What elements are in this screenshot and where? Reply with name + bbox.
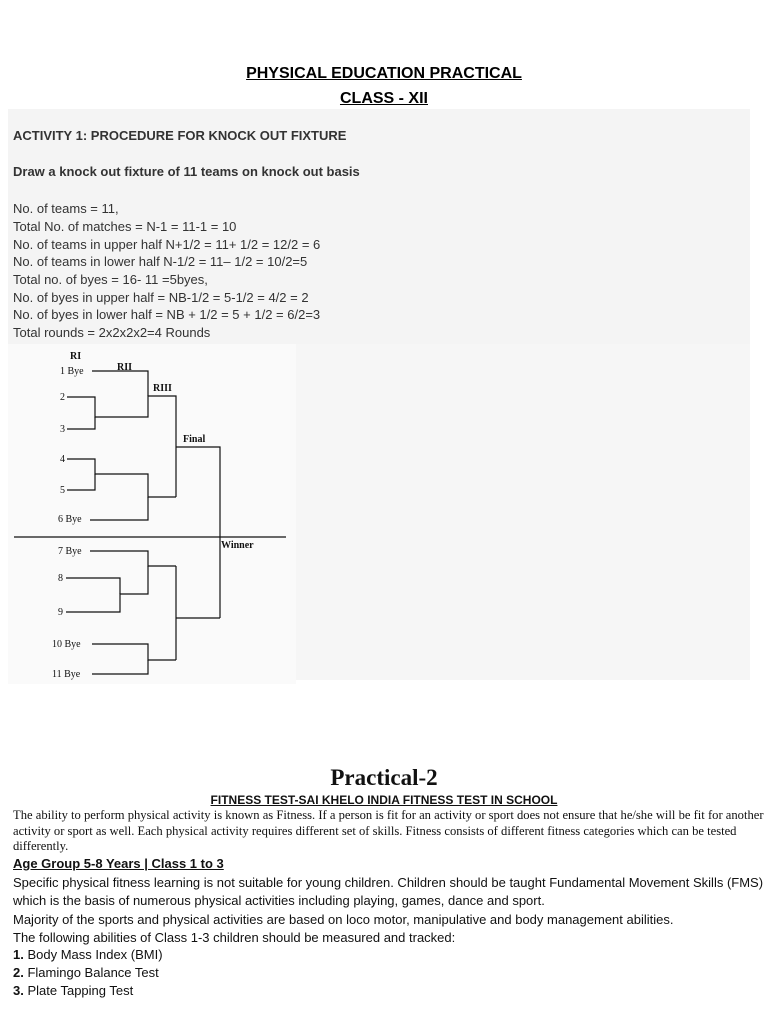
calc-line: No. of byes in lower half = NB + 1/2 = 5 + 1/2 = 6/2=3 — [13, 307, 321, 322]
calc-line: No. of teams = 11, — [13, 201, 119, 216]
team-label: 2 — [60, 392, 65, 403]
knockout-fixture-diagram — [0, 344, 300, 689]
paragraph: The following abilities of Class 1-3 children should be measured and tracked: — [13, 929, 456, 945]
bye-line-team-11 — [92, 660, 148, 674]
team-label: 11 Bye — [52, 669, 81, 680]
bye-line-team-10 — [92, 644, 176, 660]
test-number: 2. — [13, 965, 24, 980]
test-list-item — [13, 947, 163, 962]
activity-heading: ACTIVITY 1: PROCEDURE FOR KNOCK OUT FIXTURE — [13, 128, 347, 143]
bye-line-team-1 — [92, 371, 148, 396]
fitness-intro-paragraph: The ability to perform physical activity is known as Fitness. If a person is fit for an activity or sport does not ensure that he/she will be fit for another activity or sport as well. Each physical activity requires different set of skills. Fitness consists of different fitness categories which can be tested differently. — [13, 808, 764, 853]
test-name: Flamingo Balance Test — [27, 965, 159, 980]
test-number: 3. — [13, 983, 24, 998]
test-list-item — [13, 983, 133, 998]
team-label: 4 — [60, 454, 65, 465]
round-label-ri: RI — [70, 351, 82, 362]
team-label: 10 Bye — [52, 639, 81, 650]
match-line-team-3 — [67, 417, 95, 429]
round-label-winner: Winner — [221, 540, 254, 551]
page-title: PHYSICAL EDUCATION PRACTICAL — [246, 65, 522, 82]
match-line-team-2 — [67, 397, 120, 417]
match-line-team-5 — [67, 474, 95, 490]
final-line — [176, 447, 220, 618]
bye-line-team-7 — [90, 551, 176, 566]
match-line-team-4 — [67, 459, 120, 474]
age-group-heading: Age Group 5-8 Years | Class 1 to 3 — [13, 856, 224, 871]
rii-line-upper — [120, 474, 176, 497]
team-label: 9 — [58, 607, 63, 618]
test-name: Body Mass Index (BMI) — [27, 947, 163, 962]
paragraph: Majority of the sports and physical activities are based on loco motor, manipulative and body management abilities. — [13, 911, 674, 927]
practical-2-title: Practical-2 — [330, 765, 438, 790]
round-label-riii: RIII — [153, 383, 172, 394]
calc-line: Total rounds = 2x2x2x2=4 Rounds — [13, 325, 211, 340]
page-subtitle: CLASS - XII — [339, 90, 428, 107]
calc-line: Total no. of byes = 16- 11 =5byes, — [13, 272, 208, 287]
bye-line-team-6 — [90, 497, 148, 520]
match-line-team-8 — [66, 578, 120, 594]
fitness-test-heading: FITNESS TEST-SAI KHELO INDIA FITNESS TEST IN SCHOOL — [210, 793, 558, 807]
team-label: 5 — [60, 485, 65, 496]
team-label: 1 Bye — [60, 366, 84, 377]
fms-description — [13, 874, 765, 947]
team-label: 8 — [58, 573, 63, 584]
team-label: 6 Bye — [58, 514, 82, 525]
calc-line: No. of teams in lower half N-1/2 = 11– 1/2 = 10/2=5 — [13, 254, 308, 269]
riii-line-top — [120, 396, 176, 447]
bracket-lines — [14, 371, 286, 674]
calc-line: Total No. of matches = N-1 = 11-1 = 10 — [13, 219, 237, 234]
round-label-final: Final — [183, 434, 206, 445]
paragraph: Specific physical fitness learning is not suitable for young children. Children should be taught Fundamental Movement Skills (FMS) which is the basis of numerous physical activities including playing, games, dance and sport. — [13, 875, 764, 909]
calc-line: No. of byes in upper half = NB-1/2 = 5-1/2 = 4/2 = 2 — [13, 290, 309, 305]
calc-line: No. of teams in upper half N+1/2 = 11+ 1/2 = 12/2 = 6 — [13, 237, 321, 252]
activity-task: Draw a knock out fixture of 11 teams on knock out basis — [13, 164, 360, 179]
test-list-item — [13, 965, 159, 980]
team-label: 3 — [60, 424, 65, 435]
round-label-rii: RII — [117, 362, 133, 373]
scan-bleed-background — [296, 344, 750, 680]
team-label: 7 Bye — [58, 546, 82, 557]
match-line-team-9 — [66, 566, 148, 612]
test-number: 1. — [13, 947, 24, 962]
test-name: Plate Tapping Test — [27, 983, 134, 998]
